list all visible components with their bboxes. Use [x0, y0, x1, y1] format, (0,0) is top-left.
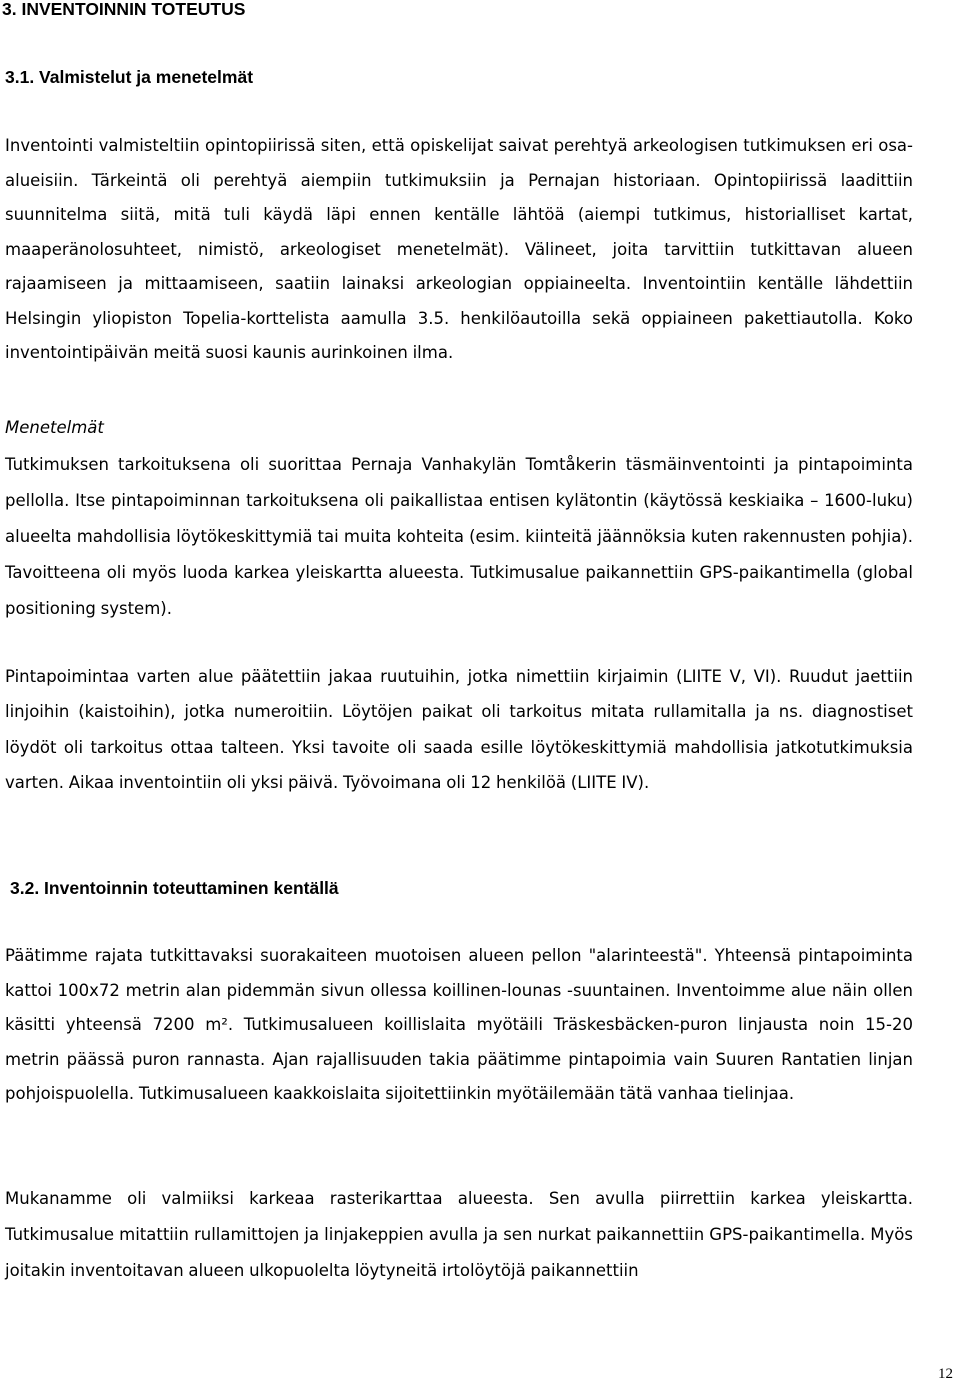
- paragraph-field-area: Päätimme rajata tutkittavaksi suorakaiteen muotoisen alueen pellon "alarinteestä". Yhteensä pintapoiminta kattoi 100x72 metrin alan pidemmän sivun ollessa koillinen-lounas -suuntainen. Inventoimme alue näin ollen käsitti yhteensä 7200 m². Tutkimusalueen koillislaita myötäili Träskesbäcken-puron linjausta noin 15-20 metrin päässä puron rannasta. Ajan rajallisuuden takia päätimme pintapoimia vain Suuren Rantatien linjan pohjoispuolella. Tutkimusalueen kaakkoislaita sijoitettiinkin myötäilemään tätä vanhaa tielinjaa.: [5, 946, 913, 1103]
- section-heading-3-1: 3.1. Valmistelut ja menetelmät: [5, 67, 254, 87]
- chapter-heading: 3. INVENTOINNIN TOTEUTUS: [2, 0, 246, 19]
- section-heading-3-2: 3.2. Inventoinnin toteuttaminen kentällä: [10, 878, 339, 898]
- methods-subheading: Menetelmät: [5, 418, 104, 437]
- paragraph-preparation: Inventointi valmisteltiin opintopiirissä siten, että opiskelijat saivat perehtyä arkeologisen tutkimuksen eri osa-alueisiin. Tärkeintä oli perehtyä aiempiin tutkimuksiin ja Pernajan historiaan. Opintopiirissä laadittiin suunnitelma siitä, mitä tuli käydä läpi ennen kentälle lähtöä (aiempi tutkimus, historialliset kartat, maaperänolosuhteet, nimistö, arkeologiset menetelmät). Välineet, joita tarvittiin tutkittavan alueen rajaamiseen ja mittaamiseen, saatiin lainaksi arkeologian oppiaineelta. Inventointiin kentälle lähdettiin Helsingin yliopiston Topelia-korttelista aamulla 3.5. henkilöautoilla sekä oppiaineen pakettiautolla. Koko inventointipäivän meitä suosi kaunis aurinkoinen ilma.: [5, 136, 913, 362]
- paragraph-mapping: Mukanamme oli valmiiksi karkeaa rasterikarttaa alueesta. Sen avulla piirrettiin karkea yleiskartta. Tutkimusalue mitattiin rullamittojen ja linjakeppien avulla ja sen nurkat paikannettiin GPS-paikantimella. Myös joitakin inventoitavan alueen ulkopuolelta löytyneitä irtolöytöjä paikannettiin: [5, 1189, 913, 1280]
- paragraph-methods: Tutkimuksen tarkoituksena oli suorittaa Pernaja Vanhakylän Tomtåkerin täsmäinventointi ja pintapoiminta pellolla. Itse pintapoiminnan tarkoituksena oli paikallistaa entisen kylätontin (käytössä keskiaika – 1600-luku) alueelta mahdollisia löytökeskittymiä tai muita kohteita (esim. kiinteitä jäännöksia kuten rakennusten pohjia). Tavoitteena oli myös luoda karkea yleiskartta alueesta. Tutkimusalue paikannettiin GPS-paikantimella (global positioning system).: [5, 455, 913, 618]
- page-number: 12: [938, 1366, 953, 1382]
- paragraph-surface-collection: Pintapoimintaa varten alue päätettiin jakaa ruutuihin, jotka nimettiin kirjaimin (LIITE V, VI). Ruudut jaettiin linjoihin (kaistoihin), jotka numeroitiin. Löytöjen paikat oli tarkoitus mitata rullamitalla ja ns. diagnostiset löydöt oli tarkoitus ottaa talteen. Yksi tavoite oli saada esille löytökeskittymiä mahdollisia jatkotutkimuksia varten. Aikaa inventointiin oli yksi päivä. Työvoimana oli 12 henkilöä (LIITE IV).: [5, 667, 913, 792]
